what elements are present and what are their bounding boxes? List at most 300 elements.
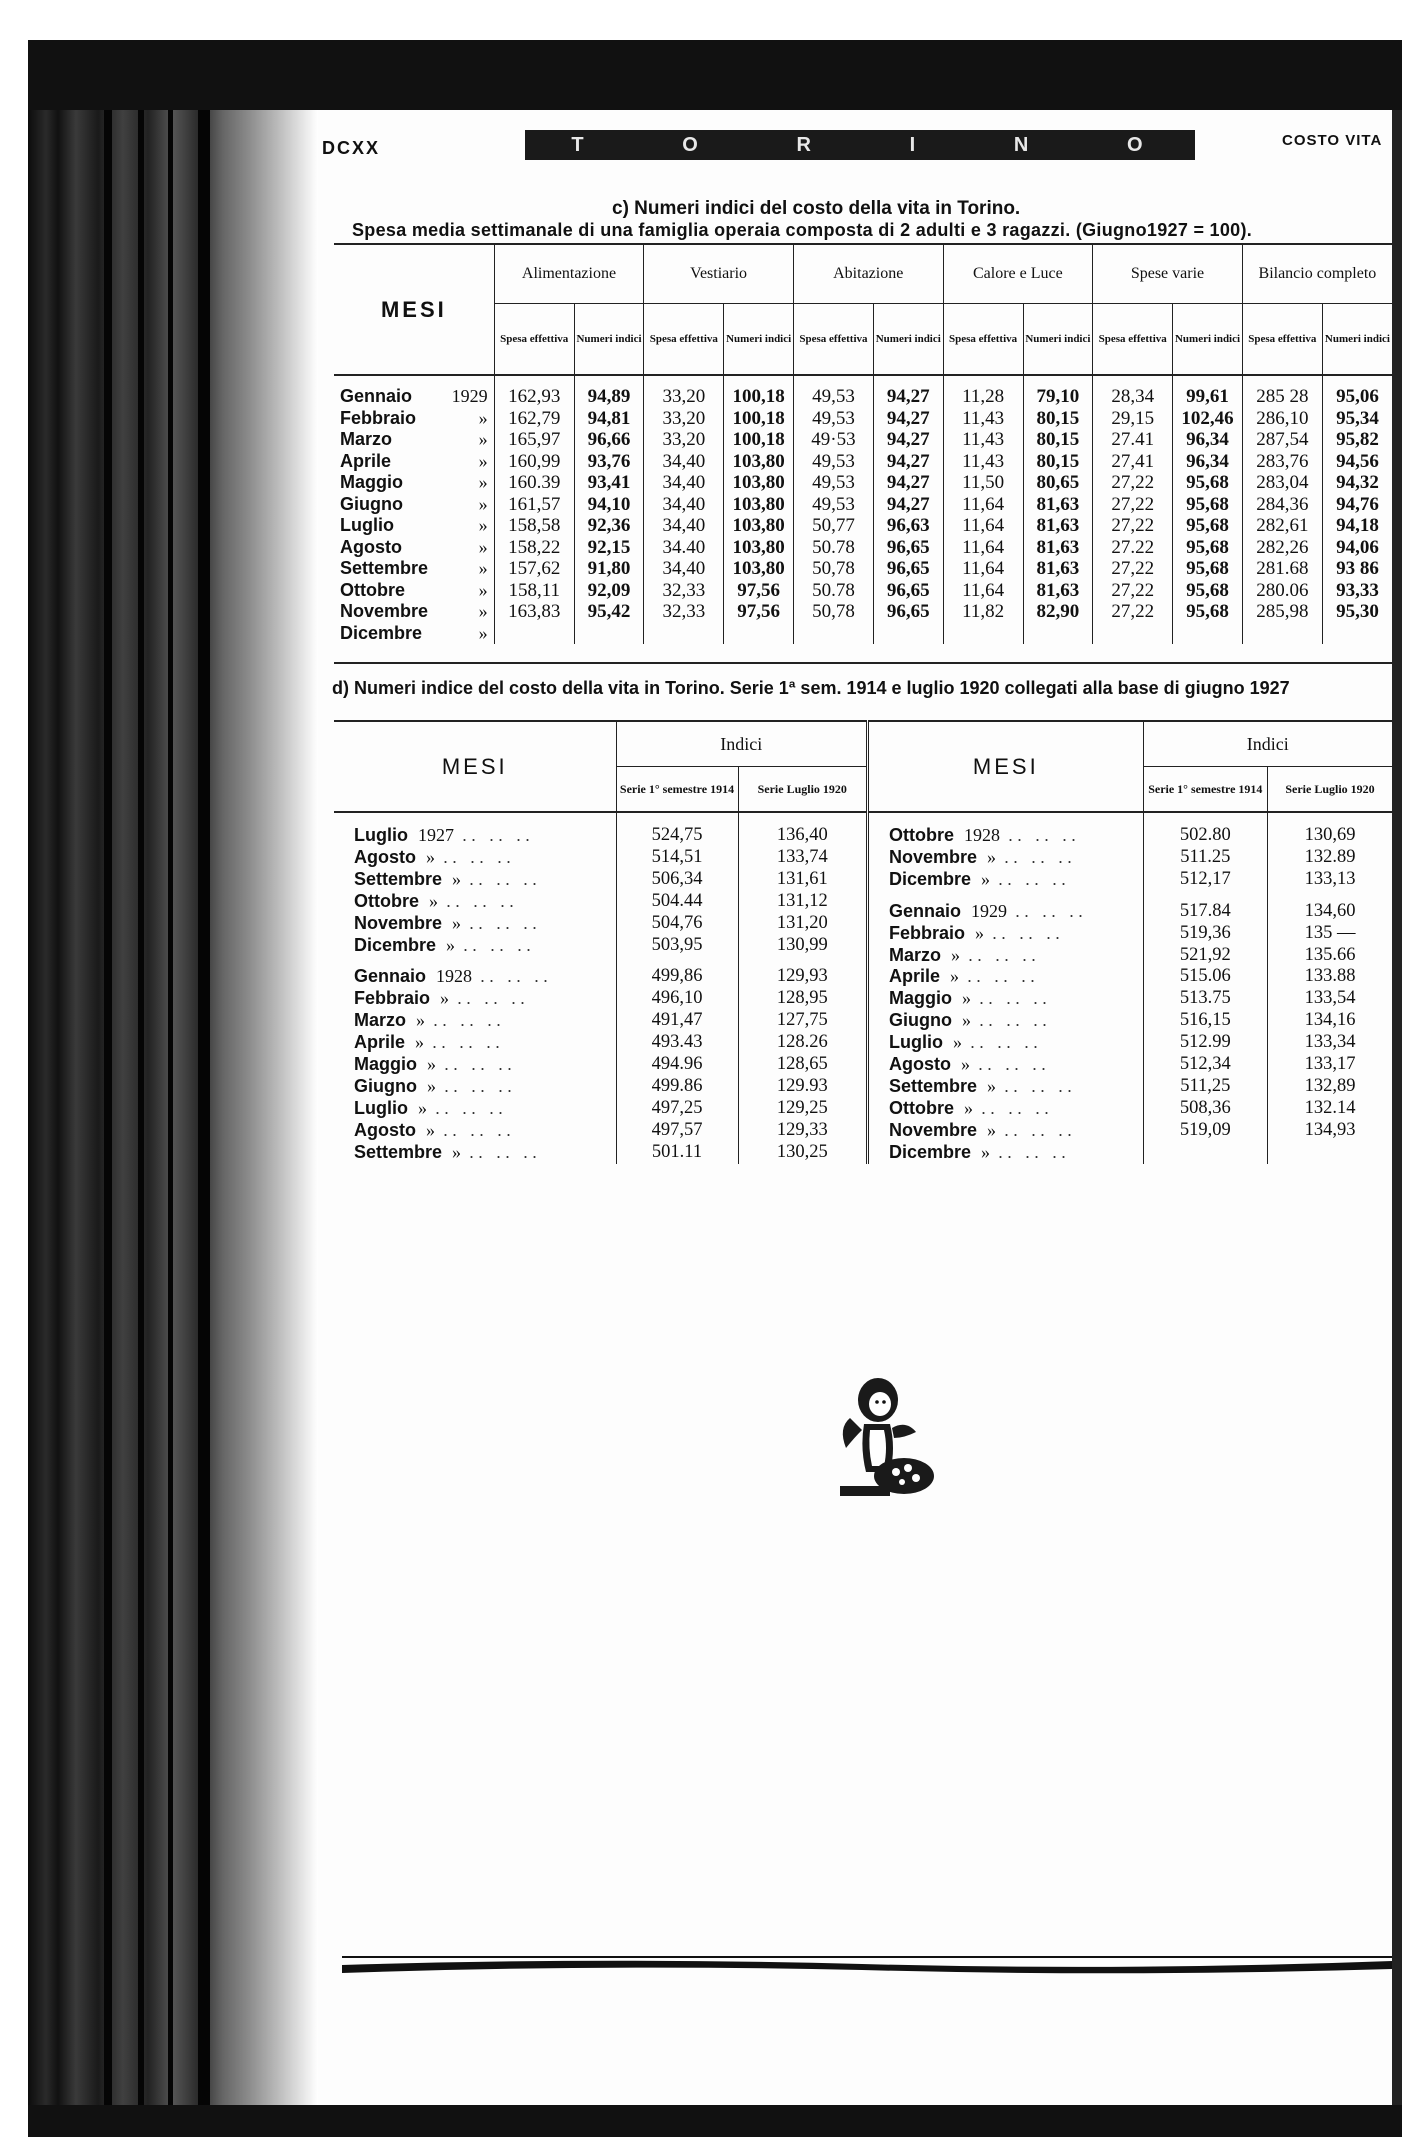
month-label: Novembre — [340, 601, 429, 621]
table-d-right — [866, 720, 1392, 1164]
month-cell — [868, 966, 1144, 988]
month-cell — [334, 375, 494, 408]
month-cell — [334, 1054, 616, 1076]
spesa-cell: 11,43 — [943, 429, 1023, 451]
table-row — [334, 1142, 866, 1164]
spesa-cell: 160.39 — [494, 472, 574, 494]
indice-cell: 94,10 — [574, 494, 644, 516]
spacer-cell — [334, 956, 616, 966]
indice-cell: 93 86 — [1322, 558, 1392, 580]
spesa-cell: 158,22 — [494, 537, 574, 559]
sub-header-spesa-effettiva: Spesa effettiva — [793, 304, 873, 376]
series-1920-value — [1268, 1142, 1392, 1164]
indici-header: Indici — [616, 721, 866, 767]
spesa-cell: 28,34 — [1093, 375, 1173, 408]
table-row — [868, 988, 1393, 1010]
table-row — [334, 891, 866, 913]
year-label: » — [416, 1010, 426, 1031]
year-label: » — [415, 1032, 425, 1053]
month-label: Giugno — [340, 493, 403, 514]
month-cell — [334, 966, 616, 988]
group-header: Bilancio completo — [1242, 245, 1392, 304]
indice-cell: 95,68 — [1173, 494, 1243, 516]
banner-letter: N — [1013, 133, 1035, 156]
spesa-cell: 34,40 — [644, 451, 724, 473]
month-cell — [868, 1142, 1144, 1164]
leader-dots: .. .. .. — [480, 966, 553, 987]
indice-cell: 95,82 — [1322, 429, 1392, 451]
series-1920-value: 133,13 — [1268, 869, 1392, 891]
month-cell — [868, 847, 1144, 869]
leader-dots: .. .. .. — [1004, 1119, 1077, 1140]
table-row — [334, 988, 866, 1010]
month-label: Ottobre — [340, 579, 405, 600]
month-cell — [334, 1142, 616, 1164]
series-1920-value: 131,61 — [738, 869, 866, 891]
series-1914-value: 501.11 — [616, 1142, 738, 1164]
indice-cell: 81,63 — [1023, 537, 1093, 559]
indice-cell: 100,18 — [724, 408, 794, 430]
series-1914-value: 503,95 — [616, 935, 738, 957]
indice-cell: 94,06 — [1322, 537, 1392, 559]
page-number: DCXX — [322, 138, 381, 158]
banner-letter: R — [796, 133, 817, 156]
year-label: » — [427, 1054, 436, 1075]
table-row — [868, 869, 1393, 891]
sub-header-numeri-indici: Numeri indici — [574, 304, 644, 376]
series-1914-value: 499.86 — [616, 1076, 738, 1098]
indice-cell: 82,90 — [1023, 601, 1093, 623]
spesa-cell: 11,64 — [943, 537, 1023, 559]
table-row — [868, 1120, 1393, 1142]
series-1914-value: 497,57 — [616, 1120, 738, 1142]
indice-cell: 96,65 — [874, 558, 944, 580]
leader-dots: .. .. .. — [969, 1032, 1042, 1053]
year-label: » — [426, 1075, 436, 1096]
spesa-cell: 50.78 — [793, 537, 873, 559]
indice-cell: 94,27 — [874, 375, 944, 408]
table-row — [334, 580, 1392, 602]
month-label: Agosto — [354, 1119, 416, 1140]
year-label: » — [452, 868, 462, 889]
year-label: 1928 — [436, 966, 473, 987]
spesa-cell: 11,50 — [943, 472, 1023, 494]
indice-cell: 81,63 — [1023, 580, 1093, 602]
year-label: » — [452, 912, 462, 933]
indice-cell: 93,76 — [574, 451, 644, 473]
running-header-section: COSTO VITA — [1282, 132, 1383, 149]
spesa-cell: 27,22 — [1093, 601, 1173, 623]
month-cell — [334, 451, 494, 473]
month-cell — [334, 515, 494, 537]
year-label: 1929 — [451, 386, 488, 406]
table-row — [334, 537, 1392, 559]
month-label: Luglio — [354, 1097, 408, 1118]
spesa-cell: 50,78 — [793, 601, 873, 623]
month-cell — [334, 847, 616, 869]
month-label: Febbraio — [354, 988, 431, 1009]
sub-header-numeri-indici: Numeri indici — [874, 304, 944, 376]
indice-cell: 95,68 — [1173, 601, 1243, 623]
year-label: » — [426, 846, 435, 867]
year-label: » — [975, 922, 985, 943]
indice-cell: 94,32 — [1322, 472, 1392, 494]
indice-cell: 92,15 — [574, 537, 644, 559]
table-row — [334, 558, 1392, 580]
indice-cell: 81,63 — [1023, 494, 1093, 516]
city-banner — [525, 130, 1195, 160]
month-cell — [334, 812, 616, 847]
spesa-cell: 11,28 — [943, 375, 1023, 408]
month-cell — [334, 580, 494, 602]
series-1914-value: 515.06 — [1143, 966, 1267, 988]
spesa-cell: 49·53 — [793, 429, 873, 451]
indice-cell: 95,68 — [1173, 558, 1243, 580]
month-cell — [334, 935, 616, 957]
leader-dots: .. .. .. — [443, 846, 516, 867]
indice-cell: 95,34 — [1322, 408, 1392, 430]
leader-dots: .. .. .. — [443, 1119, 516, 1140]
table-row — [334, 429, 1392, 451]
indice-cell: 100,18 — [724, 429, 794, 451]
series-1920-value: 134,93 — [1268, 1120, 1392, 1142]
series-1920-value: 129.93 — [738, 1076, 866, 1098]
indice-cell — [874, 623, 944, 645]
sub-header-spesa-effettiva: Spesa effettiva — [943, 304, 1023, 376]
series-1914-value: 502.80 — [1143, 812, 1267, 847]
indice-cell: 80,65 — [1023, 472, 1093, 494]
scan-margin-top — [0, 0, 1402, 40]
year-label: » — [429, 890, 438, 911]
year-label: » — [446, 934, 456, 955]
leader-dots: .. .. .. — [457, 988, 530, 1009]
series-1920-value: 132,89 — [1268, 1076, 1392, 1098]
spesa-cell: 27,22 — [1093, 472, 1173, 494]
leader-dots: .. .. .. — [978, 1054, 1051, 1075]
leader-dots: .. .. .. — [1004, 846, 1077, 867]
month-label: Ottobre — [354, 890, 419, 911]
year-label: » — [987, 1075, 997, 1096]
table-row — [334, 966, 866, 988]
spesa-cell: 27.22 — [1093, 537, 1173, 559]
indice-cell — [1173, 623, 1243, 645]
indice-cell: 94,81 — [574, 408, 644, 430]
indice-cell: 92,09 — [574, 580, 644, 602]
spesa-cell: 161,57 — [494, 494, 574, 516]
year-label: 1927 — [417, 825, 454, 845]
leader-dots: .. .. .. — [432, 1032, 505, 1053]
series-1920-value: 129,33 — [738, 1120, 866, 1142]
indice-cell: 81,63 — [1023, 558, 1093, 580]
series-1914-value: 491,47 — [616, 1010, 738, 1032]
series-1914-value: 516,15 — [1143, 1010, 1267, 1032]
series-1914-value — [1143, 1142, 1267, 1164]
series-1920-value: 128.26 — [738, 1032, 866, 1054]
indice-cell: 93,41 — [574, 472, 644, 494]
spesa-cell: 49,53 — [793, 472, 873, 494]
month-cell — [868, 988, 1144, 1010]
indice-cell: 103,80 — [724, 515, 794, 537]
series-1920-value: 132.14 — [1268, 1098, 1392, 1120]
month-label: Gennaio — [889, 900, 962, 921]
year-label: » — [981, 1141, 991, 1162]
series-1914-value: 514,51 — [616, 847, 738, 869]
table-row — [868, 847, 1393, 869]
indice-cell: 81,63 — [1023, 515, 1093, 537]
month-cell — [334, 891, 616, 913]
spesa-cell — [793, 623, 873, 645]
cherub-ornament-icon — [820, 1368, 940, 1498]
leader-dots: .. .. .. — [979, 988, 1052, 1009]
year-label: » — [952, 1032, 962, 1053]
mesi-header: MESI — [868, 721, 1144, 812]
leader-dots: .. .. .. — [1004, 1075, 1077, 1096]
banner-letter: T — [571, 133, 590, 156]
leader-dots: .. .. .. — [433, 1010, 506, 1031]
indice-cell: 102,46 — [1173, 408, 1243, 430]
month-label: Agosto — [889, 1054, 951, 1075]
month-label: Febbraio — [340, 407, 417, 428]
series-1920-header: Serie Luglio 1920 — [738, 767, 866, 813]
table-row — [334, 1032, 866, 1054]
leader-dots: .. .. .. — [461, 825, 534, 845]
month-label: Luglio — [889, 1032, 943, 1053]
table-c-title: c) Numeri indici del costo della vita in Torino. — [612, 198, 1021, 219]
month-label: Maggio — [889, 988, 952, 1009]
spesa-cell: 33,20 — [644, 375, 724, 408]
table-row — [868, 923, 1393, 945]
group-header: Vestiario — [644, 245, 794, 304]
sub-header-spesa-effettiva: Spesa effettiva — [1242, 304, 1322, 376]
series-1920-value: 133.88 — [1268, 966, 1392, 988]
month-cell — [334, 1076, 616, 1098]
spesa-cell: 49,53 — [793, 451, 873, 473]
indice-cell: 93,33 — [1322, 580, 1392, 602]
month-label: Marzo — [340, 429, 393, 449]
sub-header-numeri-indici: Numeri indici — [1173, 304, 1243, 376]
table-row — [334, 408, 1392, 430]
indice-cell — [574, 623, 644, 645]
scan-right-edge — [1392, 110, 1402, 2105]
spesa-cell: 49,53 — [793, 375, 873, 408]
spesa-cell: 50,78 — [793, 558, 873, 580]
month-label: Ottobre — [889, 825, 954, 845]
group-header: Alimentazione — [494, 245, 644, 304]
leader-dots: .. .. .. — [469, 1141, 542, 1162]
series-1914-header: Serie 1° semestre 1914 — [1143, 767, 1267, 813]
year-label: 1929 — [971, 900, 1008, 921]
ditto-mark: » — [478, 429, 488, 449]
indice-cell: 103,80 — [724, 494, 794, 516]
month-label: Dicembre — [340, 622, 423, 643]
month-label: Giugno — [889, 1010, 952, 1031]
indice-cell: 95,68 — [1173, 515, 1243, 537]
indice-cell: 96,34 — [1173, 451, 1243, 473]
month-cell — [334, 869, 616, 891]
table-row — [868, 1010, 1393, 1032]
month-cell — [334, 472, 494, 494]
indici-header: Indici — [1143, 721, 1392, 767]
spesa-cell: 283,76 — [1242, 451, 1322, 473]
spesa-cell: 34,40 — [644, 472, 724, 494]
month-label: Aprile — [889, 966, 941, 987]
spesa-cell: 11,82 — [943, 601, 1023, 623]
indice-cell: 103,80 — [724, 472, 794, 494]
spesa-cell: 27,22 — [1093, 494, 1173, 516]
series-1920-value: 130,69 — [1268, 812, 1392, 847]
leader-dots: .. .. .. — [446, 890, 519, 911]
spesa-cell: 33,20 — [644, 408, 724, 430]
series-1914-value: 517.84 — [1143, 901, 1267, 923]
ditto-mark: » — [478, 579, 488, 600]
month-label: Settembre — [340, 558, 429, 578]
group-header: Spese varie — [1093, 245, 1243, 304]
month-label: Marzo — [889, 944, 942, 965]
indice-cell: 96,65 — [874, 580, 944, 602]
month-label: Settembre — [354, 1141, 443, 1162]
series-1914-value: 512,34 — [1143, 1054, 1267, 1076]
month-cell — [868, 1032, 1144, 1054]
table-row — [868, 1054, 1393, 1076]
spesa-cell: 281.68 — [1242, 558, 1322, 580]
series-1920-value: 131,20 — [738, 913, 866, 935]
series-1920-value: 130,25 — [738, 1142, 866, 1164]
year-label: » — [987, 846, 997, 867]
spesa-cell: 158,11 — [494, 580, 574, 602]
table-row — [868, 1076, 1393, 1098]
spesa-cell: 286,10 — [1242, 408, 1322, 430]
sub-header-spesa-effettiva: Spesa effettiva — [644, 304, 724, 376]
spacer-row — [334, 956, 866, 966]
month-label: Settembre — [889, 1075, 978, 1096]
spesa-cell: 157,62 — [494, 558, 574, 580]
month-label: Luglio — [340, 515, 394, 535]
series-1920-value: 133,34 — [1268, 1032, 1392, 1054]
month-cell — [334, 601, 494, 623]
series-1920-value: 136,40 — [738, 812, 866, 847]
ditto-mark: » — [478, 450, 488, 471]
table-row — [868, 901, 1393, 923]
spesa-cell: 29,15 — [1093, 408, 1173, 430]
indice-cell: 96,63 — [874, 515, 944, 537]
month-cell — [868, 1120, 1144, 1142]
table-row — [334, 913, 866, 935]
series-1914-value: 504.44 — [616, 891, 738, 913]
indice-cell — [1023, 623, 1093, 645]
series-1914-value: 497,25 — [616, 1098, 738, 1120]
table-row — [334, 1076, 866, 1098]
month-label: Ottobre — [889, 1097, 954, 1118]
spacer-cell — [738, 956, 866, 966]
leader-dots: .. .. .. — [978, 1010, 1051, 1031]
indice-cell: 95,68 — [1173, 537, 1243, 559]
series-1914-value: 519,36 — [1143, 923, 1267, 945]
year-label: 1928 — [964, 825, 1000, 845]
series-1920-value: 133,54 — [1268, 988, 1392, 1010]
table-row — [334, 812, 866, 847]
month-label: Giugno — [354, 1075, 417, 1096]
spesa-cell — [943, 623, 1023, 645]
month-cell — [334, 623, 494, 645]
sub-header-numeri-indici: Numeri indici — [1023, 304, 1093, 376]
series-1914-value: 512.99 — [1143, 1032, 1267, 1054]
series-1914-value: 512,17 — [1143, 869, 1267, 891]
month-label: Maggio — [354, 1054, 417, 1075]
year-label: » — [961, 1010, 971, 1031]
spesa-cell: 49,53 — [793, 494, 873, 516]
month-label: Novembre — [889, 846, 978, 867]
month-cell — [334, 494, 494, 516]
leader-dots: .. .. .. — [1015, 900, 1088, 921]
series-1920-value: 129,93 — [738, 966, 866, 988]
month-cell — [334, 408, 494, 430]
table-row — [334, 869, 866, 891]
ditto-mark: » — [478, 536, 488, 557]
indice-cell: 80,15 — [1023, 429, 1093, 451]
spacer-cell — [1268, 891, 1392, 901]
year-label: » — [961, 1054, 970, 1075]
indice-cell: 103,80 — [724, 558, 794, 580]
table-row — [868, 812, 1393, 847]
indice-cell: 96,34 — [1173, 429, 1243, 451]
table-row — [334, 623, 1392, 645]
table-c-subtitle: Spesa media settimanale di una famiglia operaia composta di 2 adulti e 3 ragazzi. (Giugno1927 = 100). — [352, 220, 1253, 240]
table-row — [334, 1054, 866, 1076]
month-cell — [868, 923, 1144, 945]
month-label: Agosto — [340, 536, 402, 557]
month-label: Gennaio — [354, 966, 427, 987]
spesa-cell: 33,20 — [644, 429, 724, 451]
table-row — [334, 1010, 866, 1032]
series-1914-value: 508,36 — [1143, 1098, 1267, 1120]
year-label: » — [426, 1119, 435, 1140]
leader-dots: .. .. .. — [1008, 825, 1081, 845]
indice-cell: 94,27 — [874, 408, 944, 430]
year-label: » — [962, 988, 971, 1009]
series-1914-value: 511,25 — [1143, 1076, 1267, 1098]
series-1914-value: 511.25 — [1143, 847, 1267, 869]
table-row — [868, 1142, 1393, 1164]
ditto-mark: » — [478, 601, 488, 621]
table-row — [334, 515, 1392, 537]
month-label: Dicembre — [354, 934, 437, 955]
group-header: Calore e Luce — [943, 245, 1093, 304]
series-1920-value: 133,17 — [1268, 1054, 1392, 1076]
series-1920-value: 127,75 — [738, 1010, 866, 1032]
spesa-cell: 34,40 — [644, 558, 724, 580]
month-label: Dicembre — [889, 868, 972, 889]
table-row — [334, 1120, 866, 1142]
spesa-cell: 50.78 — [793, 580, 873, 602]
month-cell — [868, 869, 1144, 891]
indice-cell: 80,15 — [1023, 408, 1093, 430]
leader-dots: .. .. .. — [434, 1097, 507, 1118]
book-spine-shadow — [28, 110, 318, 2105]
year-label: » — [417, 1097, 427, 1118]
spesa-cell: 11,64 — [943, 558, 1023, 580]
table-row — [868, 1098, 1393, 1120]
table-row — [334, 847, 866, 869]
leader-dots: .. .. .. — [998, 1141, 1071, 1162]
series-1914-value: 494.96 — [616, 1054, 738, 1076]
month-cell — [868, 1054, 1144, 1076]
series-1920-value: 129,25 — [738, 1098, 866, 1120]
series-1920-value: 128,65 — [738, 1054, 866, 1076]
year-label: » — [951, 944, 961, 965]
spesa-cell — [644, 623, 724, 645]
table-row — [334, 1098, 866, 1120]
series-1914-value: 513.75 — [1143, 988, 1267, 1010]
